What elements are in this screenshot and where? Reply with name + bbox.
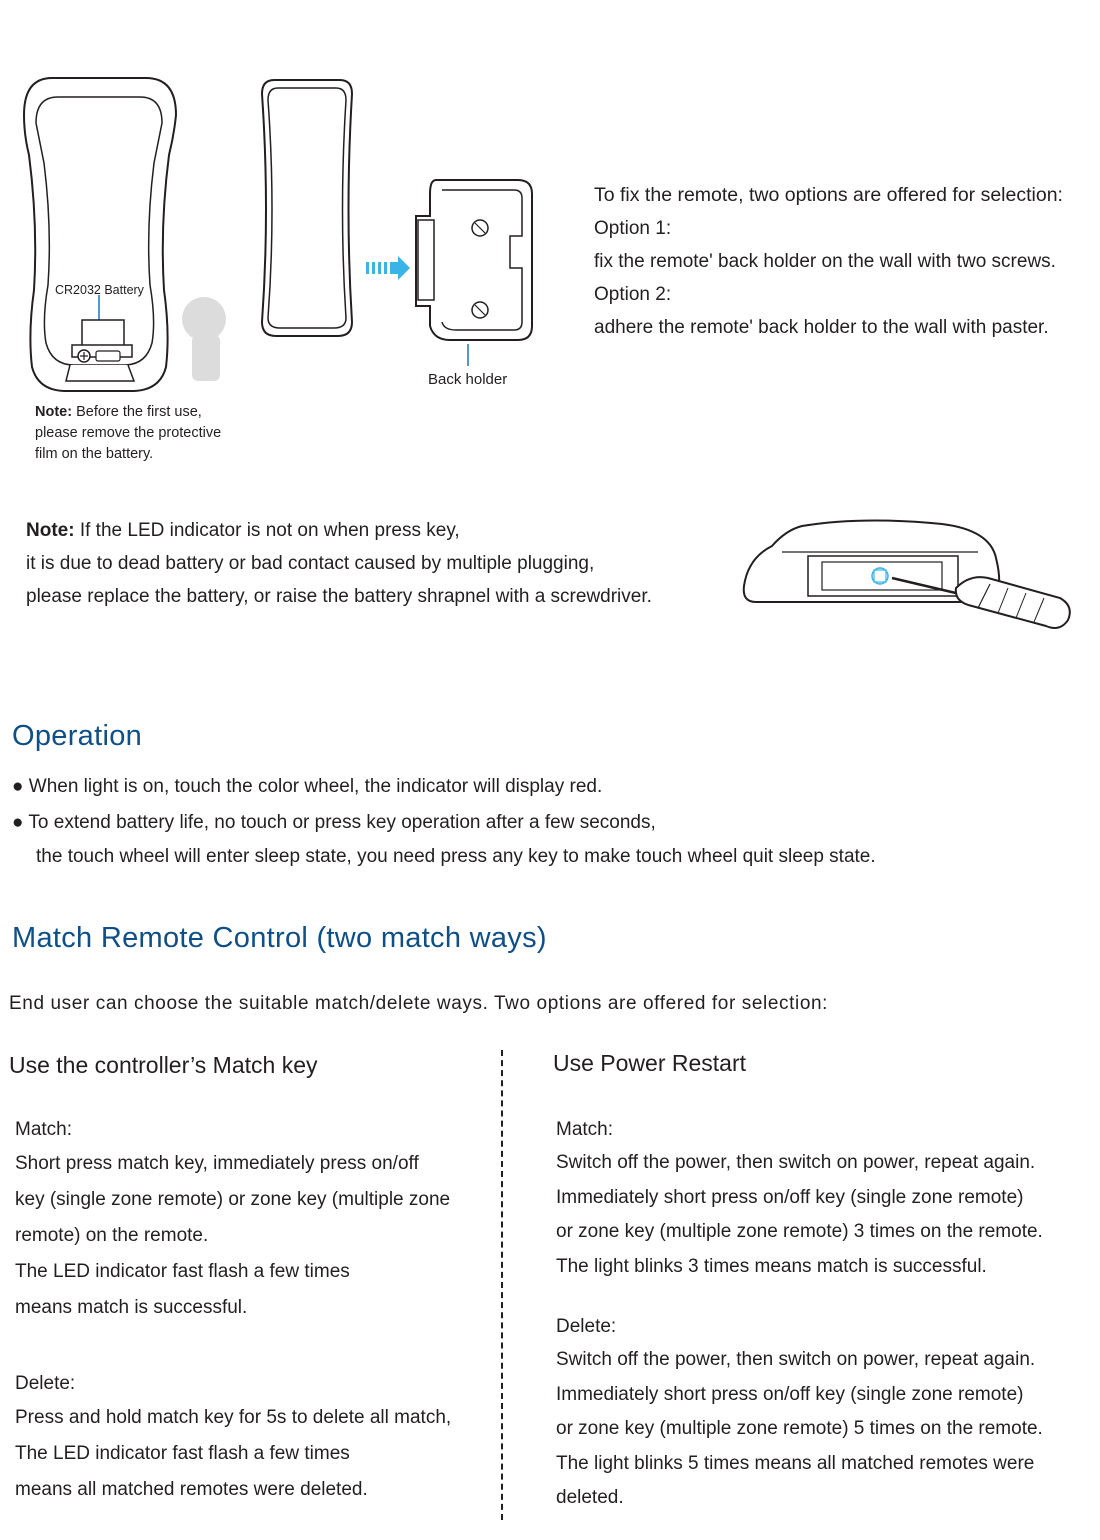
left-match-line: remote) on the remote. [15, 1225, 209, 1246]
operation-bullet2-line2: the touch wheel will enter sleep state, you need press any key to make touch wheel quit sleep state. [36, 846, 876, 867]
battery-label: CR2032 Battery [55, 283, 144, 297]
left-delete-line: means all matched remotes were deleted. [15, 1479, 368, 1500]
wall-anchor-illustration [184, 295, 234, 385]
match-heading: Match Remote Control (two match ways) [12, 922, 547, 954]
fixing-option1-text: fix the remote' back holder on the wall with two screws. [594, 251, 1056, 272]
operation-bullet2 [12, 806, 656, 839]
led-note-line3: please replace the battery, or raise the battery shrapnel with a screwdriver. [26, 586, 652, 607]
right-match-label: Match [556, 1119, 608, 1140]
back-holder-label: Back holder [428, 371, 508, 388]
bullet-icon: ● [12, 776, 24, 797]
led-note-line2: it is due to dead battery or bad contact caused by multiple plugging, [26, 553, 595, 574]
fixing-option1-label: Option 1: [594, 218, 672, 239]
right-column-title: Use Power Restart [553, 1050, 747, 1076]
right-delete-section: Delete: Switch off the power, then switch on power, repeat again. Immediately short press on/off key (single zone remote) or zone key (multiple zone remote) 5 times on the remote. The light blinks 5 times means all matched remotes were deleted. [556, 1310, 1043, 1516]
battery-note-line: Before the first use, [76, 404, 202, 420]
column-divider [501, 1050, 503, 1520]
fixing-option2-text: adhere the remote' back holder to the wall with paster. [594, 317, 1049, 338]
right-delete-line: deleted. [556, 1487, 624, 1508]
back-panel-illustration [258, 78, 358, 348]
right-match-line: The light blinks 3 times means match is successful. [556, 1255, 987, 1277]
arrow-icon [366, 256, 416, 280]
left-delete-section: Delete: Press and hold match key for 5s to delete all match, The LED indicator fast flash a few times means all matched remotes were deleted. [15, 1367, 451, 1508]
battery-note [35, 402, 221, 465]
fixing-title: To fix the remote, two options are offered for selection: [594, 184, 1063, 206]
remote-battery-illustration [24, 75, 184, 385]
led-note-label: Note: [26, 520, 75, 541]
operation-bullet1-text: When light is on, touch the color wheel, the indicator will display red. [28, 776, 603, 797]
right-delete-line: Immediately short press on/off key (single zone remote) [556, 1383, 1024, 1405]
right-match-line: or zone key (multiple zone remote) 3 times on the remote. [556, 1221, 1043, 1242]
right-match-line: Switch off the power, then switch on power, repeat again. [556, 1152, 1036, 1173]
right-delete-line: Switch off the power, then switch on power, repeat again. [556, 1349, 1036, 1370]
left-match-label: Match [15, 1119, 67, 1140]
bullet-icon: ● [12, 812, 24, 833]
left-delete-label: Delete [15, 1373, 70, 1394]
left-delete-line: Press and hold match key for 5s to delete all match, [15, 1407, 452, 1428]
battery-note-label: Note: [35, 404, 73, 420]
battery-note-line: film on the battery. [35, 446, 154, 462]
left-match-line: key (single zone remote) or zone key (multiple zone [15, 1189, 451, 1210]
led-note [26, 514, 652, 613]
fixing-option2-label: Option 2: [594, 284, 672, 305]
back-holder-illustration [410, 176, 540, 346]
operation-bullet2-line1: To extend battery life, no touch or press key operation after a few seconds, [28, 812, 656, 833]
right-match-line: Immediately short press on/off key (single zone remote) [556, 1186, 1024, 1208]
left-column-title: Use the controller’s Match key [9, 1052, 318, 1078]
right-delete-label: Delete [556, 1316, 611, 1337]
right-match-section: Match: Switch off the power, then switch on power, repeat again. Immediately short press on/off key (single zone remote) or zone key (multiple zone remote) 3 times on the remote. The light blinks 3 times means match is successful. [556, 1113, 1043, 1284]
match-intro: End user can choose the suitable match/delete ways. Two options are offered for selection: [9, 993, 829, 1014]
left-delete-line: The LED indicator fast flash a few times [15, 1443, 350, 1464]
battery-note-line: please remove the protective [35, 425, 222, 441]
left-match-line: means match is successful. [15, 1297, 248, 1318]
right-delete-line: The light blinks 5 times means all matched remotes were [556, 1452, 1035, 1474]
screwdriver-remote-illustration [742, 518, 1082, 638]
right-delete-line: or zone key (multiple zone remote) 5 times on the remote. [556, 1418, 1043, 1439]
led-note-line1: If the LED indicator is not on when press key, [79, 520, 460, 541]
left-match-line: Short press match key, immediately press on/off [15, 1153, 419, 1174]
operation-bullet1 [12, 770, 602, 803]
operation-heading: Operation [12, 720, 143, 752]
left-match-section: Match: Short press match key, immediately press on/off key (single zone remote) or zone key (multiple zone remote) on the remote. The LED indicator fast flash a few times means match is successful. [15, 1113, 450, 1326]
left-match-line: The LED indicator fast flash a few times [15, 1261, 350, 1282]
